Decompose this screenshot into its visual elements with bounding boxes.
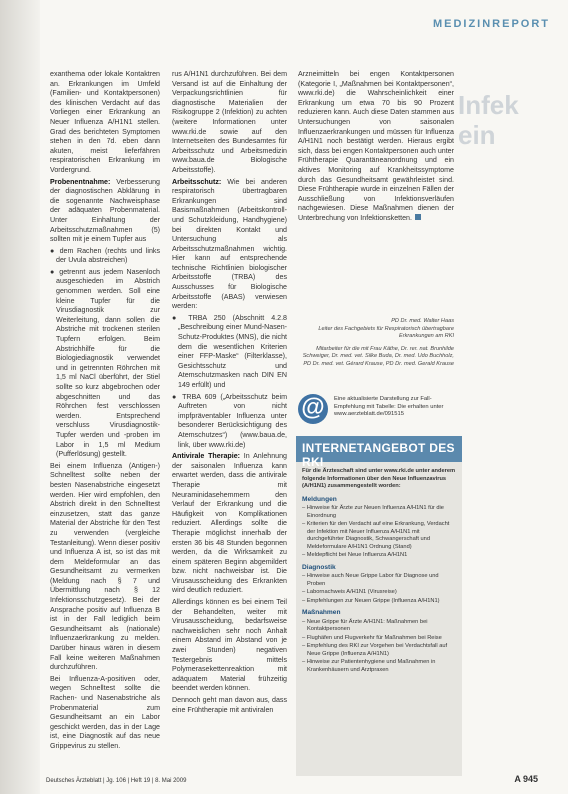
rki-link-item[interactable] bbox=[302, 635, 456, 643]
rki-link-item[interactable] bbox=[302, 521, 456, 551]
dash-icon: – bbox=[302, 618, 307, 625]
paragraph bbox=[172, 70, 287, 176]
rki-infobox bbox=[296, 436, 462, 776]
paragraph-text: dem Rachen (rechts und links der Uvula abstreichen) bbox=[56, 246, 160, 265]
paragraph-text: Bei Influenza-A-positiven oder, wegen Schnelltest sollte die Rachen- und Nasenabstriche als Probenmaterial zum Gesundheitsamt an ein Labor geschickt werden, das in der Lage ist, eine Diagnostik auf das neue Grippevirus zu stellen. bbox=[50, 674, 160, 750]
bullet-paragraph bbox=[50, 247, 160, 266]
rki-link-item[interactable] bbox=[302, 598, 456, 606]
paragraph-text: Verbesserung der diagnostischen Abklärung in die sogenannte Nachweisphase der adäquaten Probenmaterial. Unter Einhaltung der Arbeitsschutzmaßnahmen (5) sollten mit je einem Tupfer aus bbox=[50, 177, 160, 244]
adjacent-page-headline: Infek ein bbox=[458, 90, 519, 150]
page-number: A 945 bbox=[514, 774, 538, 784]
journal-footer: Deutsches Ärzteblatt | Jg. 106 | Heft 19 | 8. Mai 2009 bbox=[46, 778, 187, 784]
rki-section-heading: Maßnahmen bbox=[302, 609, 341, 616]
online-note bbox=[298, 394, 458, 428]
rki-link-text: Flughäfen und Flugverkehr für Maßnahmen bei Reise bbox=[306, 634, 442, 641]
rki-link-text: Empfehlungen zur Neuen Grippe (Influenza A/H1N1) bbox=[306, 597, 440, 604]
rki-link-text: Kriterien für den Verdacht auf eine Erkrankung, Verdacht der Infektion mit Neuer Influenza A/H1N1 mit durchgeführter Diagnostik, Schwangerschaft und Meldeformulare A/H1N1 Ordnung (Stand) bbox=[306, 521, 450, 550]
section-header: MEDIZINREPORT bbox=[432, 18, 550, 30]
bullet-paragraph bbox=[50, 268, 160, 460]
dash-icon: – bbox=[302, 573, 307, 579]
dash-icon: – bbox=[302, 505, 307, 511]
rki-link-text: Neue Grippe für Ärzte A/H1N1: Maßnahmen bei Kontaktpersonen bbox=[306, 618, 428, 632]
rki-section-heading: Diagnostik bbox=[302, 563, 336, 571]
text-column-1 bbox=[50, 70, 160, 775]
paragraph-text: Bei einem Influenza (Antigen-) Schnelltest sollte neben der besten Nasenabstriche eingesetzt werden. Hier wird empfohlen, den Abstrich direkt in den Schnelltest einzusetzen, statt das ganze Material der Abstriche für den Test zu verwenden (vergleiche Testanleitung). Wenn dieser positiv und Influenza A ist, so ist das mit dem Meldeformular an das Gesundheitsamt zu vermerken (Meldung nach § 7 und Übermittlung nach § 12 Infektionsschutzgesetz). Bei der Ansprache positiv auf Influenza B ist in der Fall lediglich beim Gesundheitsamt als (nationale) Influenzaerkrankung zu melden. Darüber hinaus wären in diesem Fall keine weiteren Maßnahmen durchzuführen. bbox=[50, 461, 160, 672]
rki-link-text: Hinweise auch Neue Grippe Labor für Diagnose und Proben bbox=[306, 573, 439, 587]
paragraph bbox=[172, 696, 287, 715]
rki-infobox-title: INTERNETANGEBOT DES RKI bbox=[296, 436, 462, 462]
bullet-paragraph bbox=[172, 393, 287, 451]
author-credits bbox=[298, 318, 454, 374]
paragraph bbox=[172, 452, 287, 596]
rki-intro: Für die Ärzteschaft sind unter www.rki.de unter anderem folgende Informationen über den Neue Influenzavirus (A/H1N1) zusammengestellt worden: bbox=[302, 468, 456, 489]
dash-icon: – bbox=[302, 634, 307, 641]
paragraph-lead: Antivirale Therapie: bbox=[172, 452, 241, 461]
dash-icon: – bbox=[302, 589, 307, 595]
paragraph-lead: Arbeitsschutz: bbox=[172, 177, 222, 186]
paragraph bbox=[172, 598, 287, 694]
rki-section-heading: Meldungen bbox=[302, 495, 337, 503]
rki-link-text: Hinweise zur Patientenhygiene und Maßnahmen in Krankenhäusern und Arztpraxen bbox=[306, 659, 436, 673]
rki-link-text: Labornachweis A/H1N1 (Virusreise) bbox=[306, 589, 397, 595]
bullet-icon: ● bbox=[50, 267, 60, 276]
dash-icon: – bbox=[302, 597, 307, 604]
rki-link-text: Meldepflicht bei Neue Influenza A/H1N1 bbox=[306, 552, 408, 558]
bullet-paragraph bbox=[172, 314, 287, 391]
rki-link-item[interactable] bbox=[302, 552, 456, 560]
rki-link-item[interactable] bbox=[302, 659, 456, 674]
paragraph-text: Arzneimitteln bei engen Kontaktpersonen (Kategorie I, „Maßnahmen bei Kontaktpersonen“, www.rki.de) die Wahrscheinlichkeit einer Erkrankung um etwa 70 bis 90 Prozent reduzieren kann. Auch diese Daten stammen aus Untersuchungen von saisonalen Influenzaerkrankungen und müssen für Influenza A/H1N1 noch bestätigt werden. Hieraus ergibt sich, dass bei engen Kontaktpersonen auch unter Frühtherapie Quarantäneanordnung und ein aktives Monitoring auf Krankheitssymptome durch das Gesundheitsamt gewährleistet sind. Diese Frühtherapie wurde in einzelnen Fällen der Ausschließung von Infektionsverläufen nachgewiesen. Diese Maßnahmen dienen der Unterbrechung von Infektionsketten. bbox=[298, 70, 454, 222]
rki-link-text: Hinweise für Ärzte zur Neuen Influenza A/H1N1 für die Einordnung bbox=[306, 505, 444, 519]
rki-link-item[interactable] bbox=[302, 619, 456, 634]
dash-icon: – bbox=[302, 521, 307, 527]
online-note-text[interactable]: Eine aktualisierte Darstellung zur Fall-Empfehlung mit Tabelle: Die erhalten unter www.aerzteblatt.de/091515 bbox=[334, 396, 444, 418]
paragraph-text: Allerdings können es bei einem Teil der Behandelten, weiter mit Virusausscheidung, bedarfsweise nachweislichen sehr noch Anhalt einem Abstand im Abstand von je zwei Stunden) negativen Testergebnis mittels Polymerasekettenreaktion mit adäquatem Material frühzeitig beendet werden können. bbox=[172, 598, 287, 693]
article-end-mark bbox=[415, 214, 421, 220]
paragraph-text: In Anlehnung der saisonalen Influenza kann erwartet werden, dass die antivirale Therapie mit Neuraminidasehemmern den Verlauf der Erkrankung und die Häufigkeit von Komplikationen reduziert. Allerdings sollte die Therapie möglichst innerhalb der ersten 36 bis 48 Stunden begonnen werden, da die Wirksamkeit zu einem späteren Beginn abgemildert bzw. nicht nachweisbar ist. Die Virusausscheidung des Erkrankten wird deutlich reduziert. bbox=[172, 452, 287, 595]
text-column-3 bbox=[298, 70, 454, 300]
rki-link-item[interactable] bbox=[302, 643, 456, 658]
bullet-icon: ● bbox=[50, 246, 60, 255]
author-line: PD Dr. med. Walter Haas Leiter des Fachgebiets für Respiratorisch übertragbare Erkrankungen am RKI bbox=[318, 318, 454, 340]
paragraph bbox=[50, 675, 160, 752]
rki-link-item[interactable] bbox=[302, 573, 456, 588]
paragraph-text: getrennt aus jedem Nasenloch ausgeschieden im Abstrich genommen werden. Soll eine kleine Tupfer für die Virusdiagnostik zur Weiterleitung, dann sollen die Abstriche mit trockenen sterilen Tupfern erfolgen. Beim Abstrichhilfe für die Biologiediagnostik verwendet und in getrennten Röhrchen mit 1,5 ml NaCl überführt, der Stiel sollte so kurz abgebrochen oder abgeschnitten und das Röhrchen fest verschlossen werden. Entsprechend verschluss Virusdiagnostik-Tupfer werden und -proben im Labor in 1,5 ml Medium (Pufferlösung) gestellt. bbox=[56, 267, 160, 459]
paragraph-text: Dennoch geht man davon aus, dass eine Frühtherapie mit antiviralen bbox=[172, 696, 287, 714]
paragraph bbox=[50, 462, 160, 673]
paragraph bbox=[172, 178, 287, 312]
rki-link-item[interactable] bbox=[302, 589, 456, 597]
rki-link-text: Empfehlung des RKI zur Vorgehen bei Verdachtsfall auf Neue Grippe (Influenza A/H1N1) bbox=[306, 643, 448, 657]
paragraph bbox=[298, 70, 454, 224]
text-column-2 bbox=[172, 70, 287, 775]
paragraph-text: Wie bei anderen respiratorisch übertragbaren Erkrankungen sind Basismaßnahmen (Arbeitskontroll- und Schutzkleidung, Handhygiene) bei direkten Kontakt und Untersuchung als Arbeitsschutzmaßnahmen wichtig. Hier kann auf entsprechende technische Richtlinien biologischer Arbeitsstoffe (TRBA) des Ausschusses für Biologische Arbeitsstoffe (ABAS) verwiesen werden: bbox=[172, 177, 287, 311]
bullet-icon: ● bbox=[172, 392, 183, 401]
paragraph-text: TRBA 609 („Arbeitsschutz beim Auftreten von nicht impfpräventabler Influenza unter besonderer Berücksichtigung des Atemschutzes“) (www.baua.de, link, über www.rki.de) bbox=[178, 392, 287, 449]
paragraph-text: rus A/H1N1 durchzuführen. Bei dem Versand ist auf die Einhaltung der Verpackungsrichtlinien für diagnostische Materialien der Risikogruppe 2 (Infektion) zu achten (weitere Informationen unter www.rki.de sowie auf den Internetseiten des Bundesamtes für Arbeitsschutz und Arbeitsmedizin www.baua.de Biologische Arbeitsstoffe). bbox=[172, 70, 287, 174]
rki-infobox-body bbox=[296, 462, 462, 681]
paragraph bbox=[50, 70, 160, 176]
paragraph bbox=[50, 178, 160, 245]
team-line: Mitarbeiter für die mit Frau Käthe, Dr. rer. nat. Brunhilde Schweiger, Dr. med. vet. Silke Buda, Dr. med. Udo Buchholz, PD Dr. med. vet. Gérard Krause, PD Dr. med. Gerald Krause bbox=[302, 345, 454, 367]
dash-icon: – bbox=[302, 552, 307, 558]
at-icon: @ bbox=[298, 394, 328, 424]
paragraph-text: TRBA 250 (Abschnitt 4.2.8 „Beschreibung einer Mund-Nasen-Schutz-Produktes (MNS), die nicht dem die wesentlichen Kriterien einer FFP-Maske“ (Filterklasse), Gesichtsschutz und Atemschutzmasken nach DIN EN 149 erfüllt) und bbox=[178, 313, 287, 389]
bullet-icon: ● bbox=[172, 313, 189, 322]
dash-icon: – bbox=[302, 659, 307, 665]
paragraph-text: exanthema oder lokale Kontaktren an. Erkrankungen im Umfeld (Familien- und Kontaktpersonen) des klinischen Verdacht auf das Vorliegen einer Erkrankung an Neuer Influenza A/H1N1 stellen. Grad des berichteten Symptomen stehen in den 7d. eben dann akuten, meist lieferfähren respiratorischen Erkrankung im Vordergrund. bbox=[50, 70, 160, 174]
rki-link-item[interactable] bbox=[302, 505, 456, 520]
binding-shadow bbox=[0, 0, 40, 794]
paragraph-lead: Probenentnahme: bbox=[50, 177, 111, 186]
dash-icon: – bbox=[302, 643, 307, 649]
